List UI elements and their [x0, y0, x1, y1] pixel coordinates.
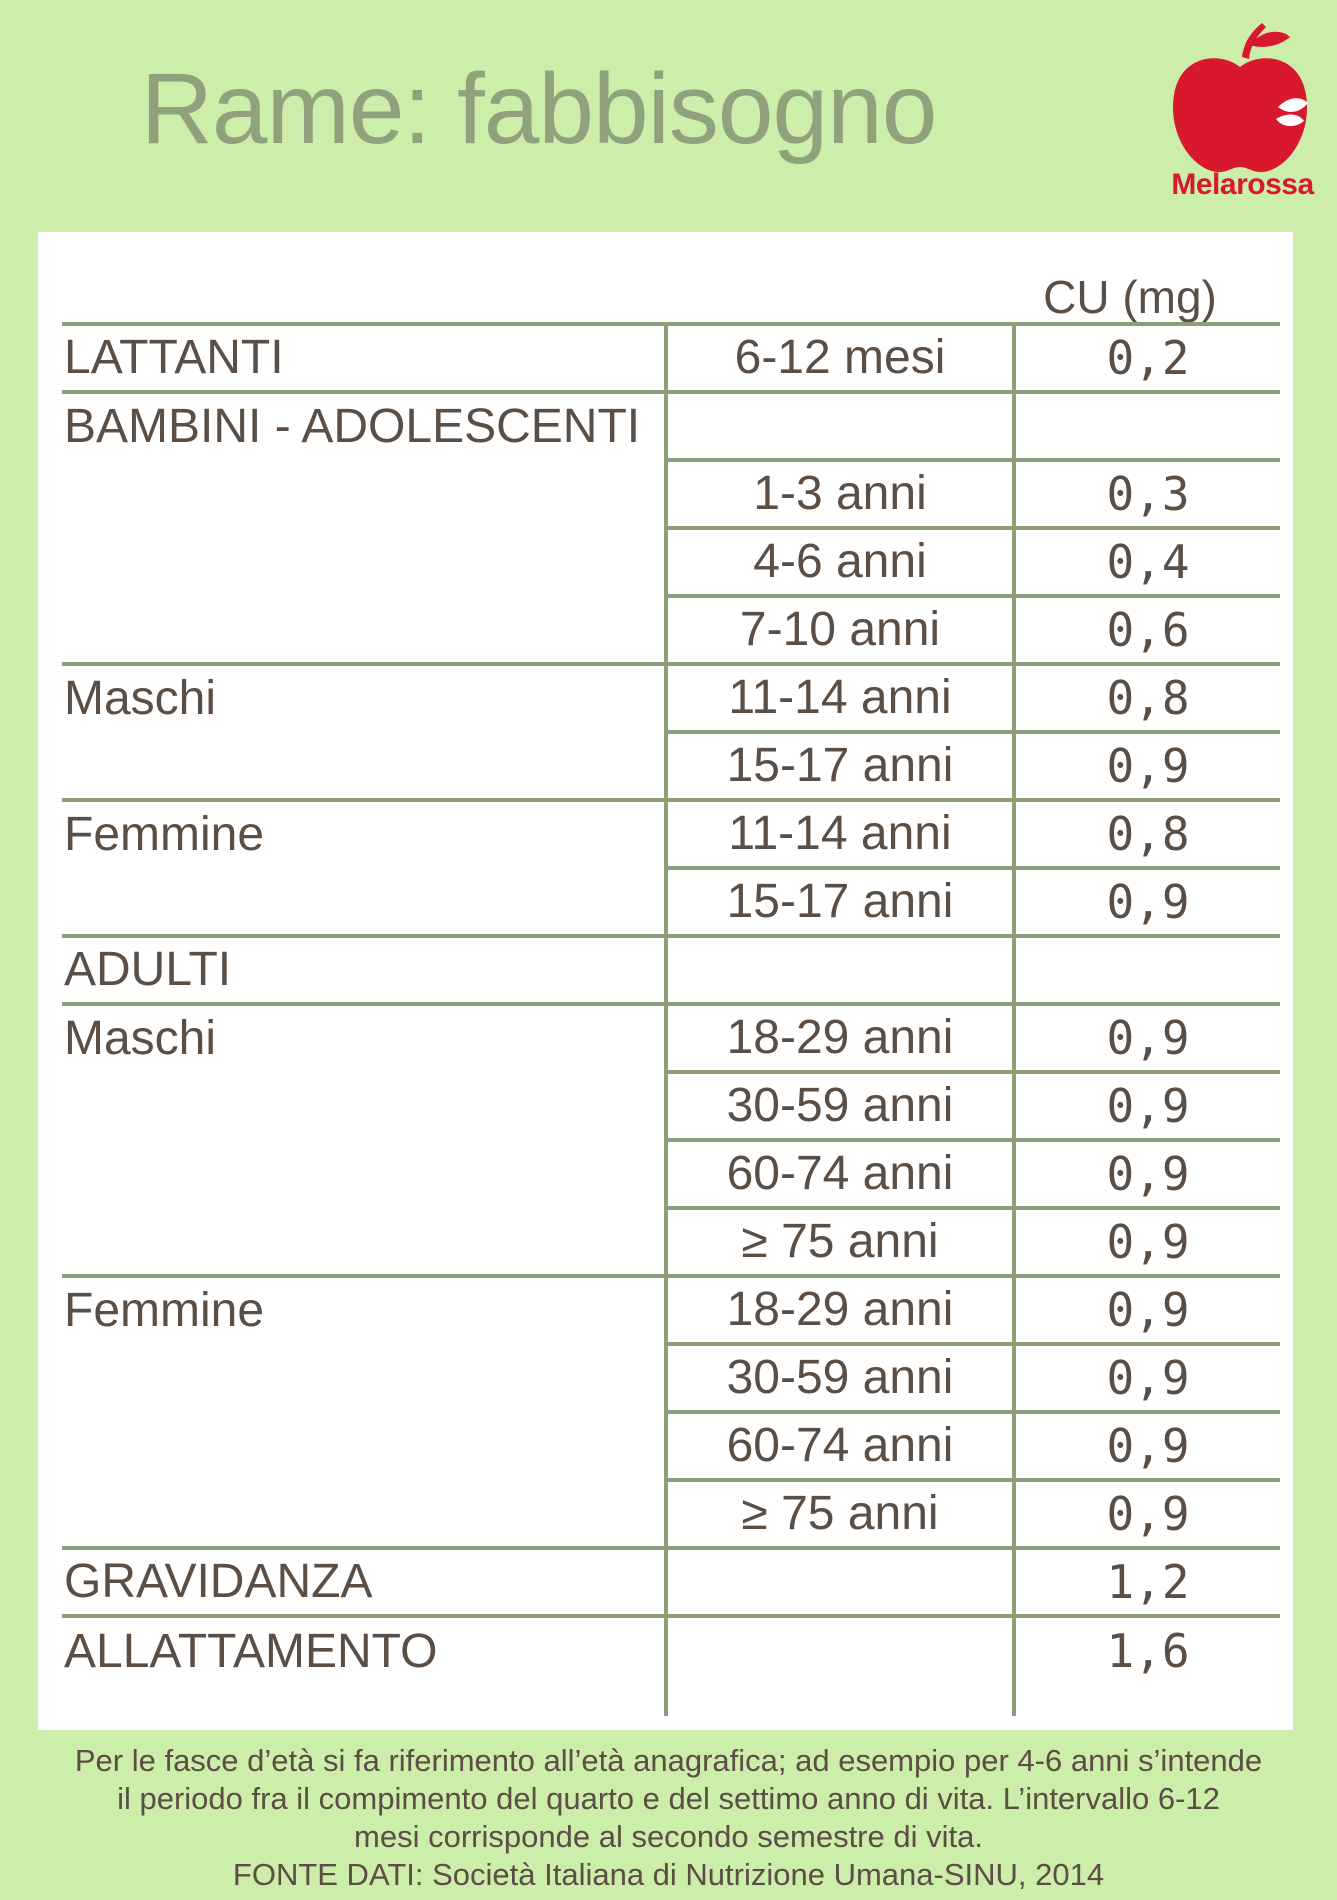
table-row — [62, 1004, 1280, 1072]
group-cell: ADULTI — [62, 936, 666, 1004]
page-title: Rame: fabbisogno — [140, 53, 937, 165]
table-row — [62, 1412, 1280, 1480]
age-cell: 18-29 anni — [666, 1276, 1014, 1344]
table-row — [62, 324, 1280, 392]
group-cell — [62, 732, 666, 800]
age-cell: 60-74 anni — [666, 1140, 1014, 1208]
table-row — [62, 1072, 1280, 1140]
age-cell — [666, 936, 1014, 1004]
group-cell — [62, 460, 666, 528]
brand-logo: Melarossa — [1171, 168, 1314, 201]
table-row — [62, 528, 1280, 596]
value-cell: 1,6 — [1014, 1616, 1280, 1716]
value-cell — [1014, 392, 1280, 460]
value-cell: 0,4 — [1014, 528, 1280, 596]
value-column-header: CU (mg) — [1043, 271, 1217, 323]
age-cell: ≥ 75 anni — [666, 1480, 1014, 1548]
table-row — [62, 1208, 1280, 1276]
footer-source: FONTE DATI: Società Italiana di Nutrizione Umana-SINU, 2014 — [232, 1857, 1105, 1892]
group-cell — [62, 596, 666, 664]
group-cell: Maschi — [62, 664, 666, 732]
table-row — [62, 392, 1280, 460]
age-cell: 7-10 anni — [666, 596, 1014, 664]
age-cell: 11-14 anni — [666, 800, 1014, 868]
group-cell: Femmine — [62, 800, 666, 868]
value-cell: 0,8 — [1014, 800, 1280, 868]
group-cell — [62, 868, 666, 936]
age-cell: 15-17 anni — [666, 868, 1014, 936]
value-cell: 0,9 — [1014, 1276, 1280, 1344]
table-row — [62, 1344, 1280, 1412]
group-cell: BAMBINI - ADOLESCENTI — [62, 392, 666, 460]
group-cell: GRAVIDANZA — [62, 1548, 666, 1616]
group-cell — [62, 1072, 666, 1140]
table-row — [62, 868, 1280, 936]
age-cell — [666, 1548, 1014, 1616]
table-row — [62, 1548, 1280, 1616]
age-cell: 18-29 anni — [666, 1004, 1014, 1072]
table-row — [62, 460, 1280, 528]
group-cell: Maschi — [62, 1004, 666, 1072]
value-cell: 0,9 — [1014, 1004, 1280, 1072]
age-cell — [666, 1616, 1014, 1716]
table-row — [62, 936, 1280, 1004]
copper-requirements-table — [62, 322, 1280, 1716]
table-row — [62, 732, 1280, 800]
group-cell — [62, 1208, 666, 1276]
value-cell: 0,3 — [1014, 460, 1280, 528]
age-cell: 1-3 anni — [666, 460, 1014, 528]
value-cell: 0,9 — [1014, 732, 1280, 800]
table-row — [62, 800, 1280, 868]
value-cell: 0,9 — [1014, 1344, 1280, 1412]
table-row — [62, 596, 1280, 664]
age-cell — [666, 392, 1014, 460]
value-cell: 1,2 — [1014, 1548, 1280, 1616]
group-cell: LATTANTI — [62, 324, 666, 392]
table-row — [62, 664, 1280, 732]
value-cell: 0,9 — [1014, 1412, 1280, 1480]
footer-note-line: mesi corrisponde al secondo semestre di vita. — [354, 1819, 983, 1854]
table-row — [62, 1140, 1280, 1208]
value-cell: 0,9 — [1014, 1480, 1280, 1548]
value-cell: 0,8 — [1014, 664, 1280, 732]
group-cell — [62, 1480, 666, 1548]
value-cell: 0,9 — [1014, 1140, 1280, 1208]
age-cell: 30-59 anni — [666, 1344, 1014, 1412]
value-cell: 0,9 — [1014, 1208, 1280, 1276]
value-cell — [1014, 936, 1280, 1004]
table-row — [62, 1480, 1280, 1548]
value-cell: 0,9 — [1014, 1072, 1280, 1140]
value-cell: 0,6 — [1014, 596, 1280, 664]
age-cell: 11-14 anni — [666, 664, 1014, 732]
footer-note-line: Per le fasce d’età si fa riferimento all’età anagrafica; ad esempio per 4-6 anni s’intende — [74, 1743, 1263, 1778]
group-cell — [62, 1344, 666, 1412]
group-cell — [62, 1140, 666, 1208]
footer-note — [30, 1742, 1307, 1894]
age-cell: 30-59 anni — [666, 1072, 1014, 1140]
age-cell: 15-17 anni — [666, 732, 1014, 800]
group-cell: ALLATTAMENTO — [62, 1616, 666, 1716]
footer-note-line: il periodo fra il compimento del quarto e del settimo anno di vita. L’intervallo 6-12 — [117, 1781, 1220, 1816]
age-cell: 6-12 mesi — [666, 324, 1014, 392]
value-cell: 0,2 — [1014, 324, 1280, 392]
age-cell: 4-6 anni — [666, 528, 1014, 596]
age-cell: ≥ 75 anni — [666, 1208, 1014, 1276]
table-row — [62, 1276, 1280, 1344]
group-cell — [62, 528, 666, 596]
value-cell: 0,9 — [1014, 868, 1280, 936]
age-cell: 60-74 anni — [666, 1412, 1014, 1480]
group-cell — [62, 1412, 666, 1480]
table-row — [62, 1616, 1280, 1716]
group-cell: Femmine — [62, 1276, 666, 1344]
